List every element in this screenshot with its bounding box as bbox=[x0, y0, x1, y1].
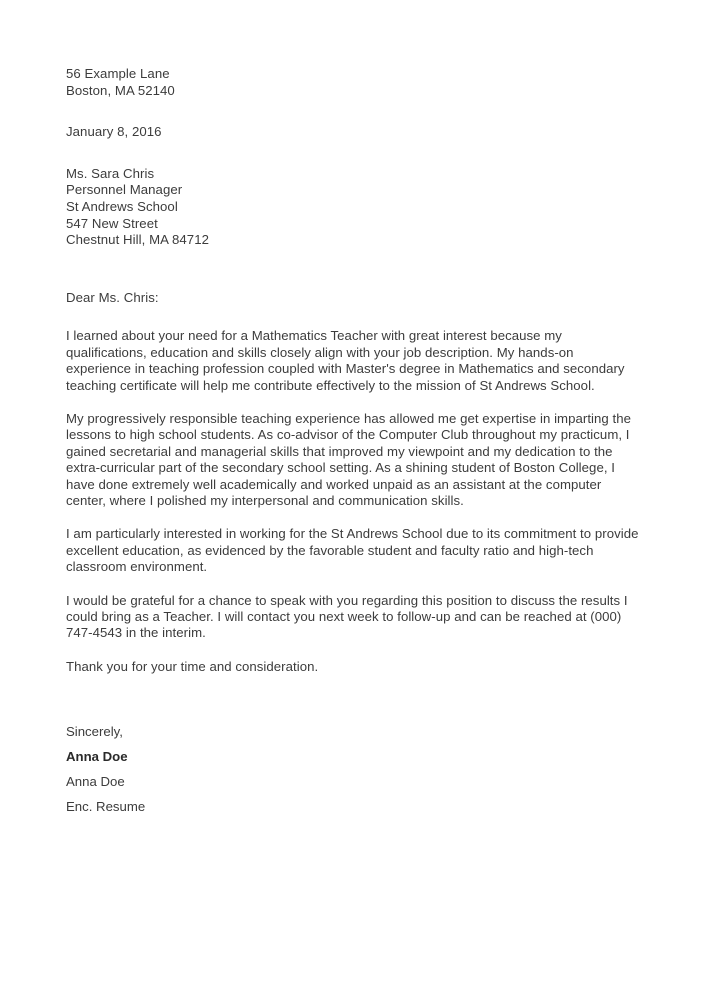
recipient-organization: St Andrews School bbox=[66, 198, 178, 214]
body-paragraph: I learned about your need for a Mathematics Teacher with great interest because my qualifications, education and skills closely align with your job description. My hands-on experience in teaching profession coupled with Master's degree in Mathematics and secondary teaching certificate will help me contribute effectively to the mission of St Andrews School. bbox=[66, 328, 625, 393]
recipient-city-state-zip: Chestnut Hill, MA 84712 bbox=[66, 232, 209, 248]
closing-block bbox=[66, 719, 640, 819]
body-paragraph: My progressively responsible teaching experience has allowed me get expertise in imparting the lessons to high school students. As co-advisor of the Computer Club throughout my practicum, I gained secretarial and managerial skills that improved my viewpoint and my dedication to the extra-curricular part of the secondary school setting. As a shining student of Boston College, I have done extremely well academically and worked unpaid as an assistant at the computer center, where I polished my interpersonal and communication skills. bbox=[66, 410, 631, 508]
body-paragraph: I am particularly interested in working for the St Andrews School due to its commitment to provide excellent education, as evidenced by the favorable student and faculty ratio and high-tech classroom environment. bbox=[66, 526, 639, 575]
body-paragraph: I would be grateful for a chance to speak with you regarding this position to discuss the results I could bring as a Teacher. I will contact you next week to follow-up and can be reached at (000) 747-4543 in the interim. bbox=[66, 592, 628, 641]
sender-city-state-zip: Boston, MA 52140 bbox=[66, 82, 175, 98]
valediction: Sincerely, bbox=[66, 724, 123, 740]
letter-body bbox=[66, 328, 640, 675]
recipient-name: Ms. Sara Chris bbox=[66, 165, 155, 181]
typed-name: Anna Doe bbox=[66, 774, 125, 790]
body-paragraph: Thank you for your time and consideration. bbox=[66, 658, 319, 674]
recipient-title: Personnel Manager bbox=[66, 182, 183, 198]
letter-content bbox=[66, 66, 640, 819]
salutation: Dear Ms. Chris: bbox=[66, 289, 159, 305]
signature-name: Anna Doe bbox=[66, 749, 128, 765]
sender-address-block bbox=[66, 66, 640, 99]
salutation-block bbox=[66, 290, 640, 307]
recipient-street: 547 New Street bbox=[66, 215, 158, 231]
recipient-address-block bbox=[66, 166, 640, 249]
letter-date-block bbox=[66, 124, 640, 141]
letter-date: January 8, 2016 bbox=[66, 124, 162, 140]
enclosure-note: Enc. Resume bbox=[66, 799, 146, 815]
sender-street: 56 Example Lane bbox=[66, 66, 170, 81]
